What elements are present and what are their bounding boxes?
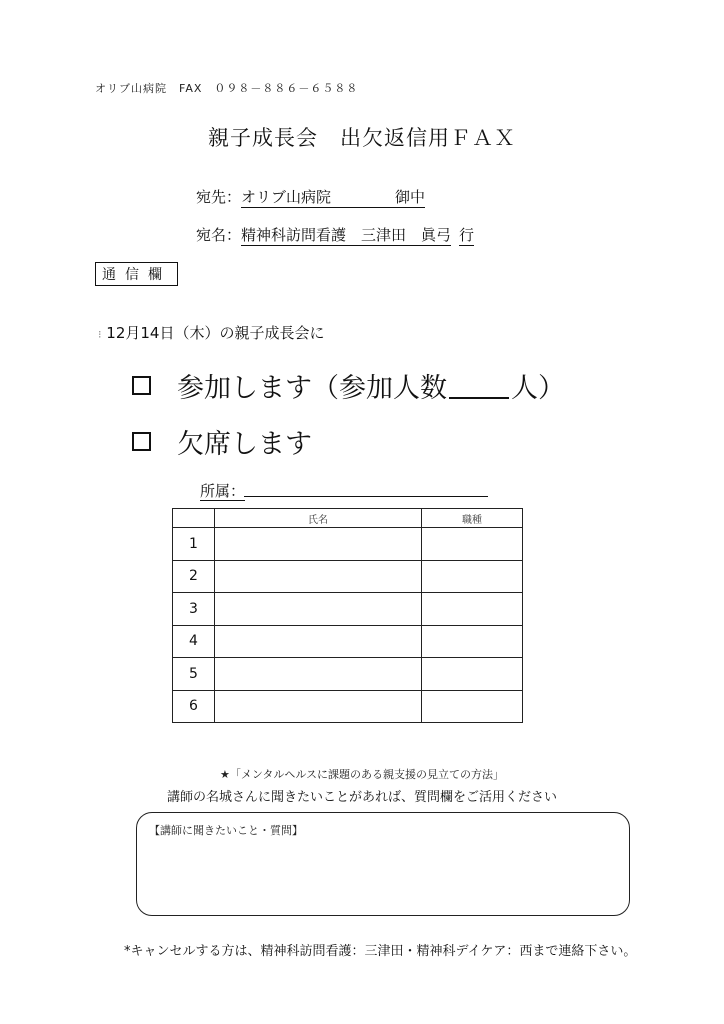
name-cell[interactable]: [215, 658, 422, 691]
date-line-text: の親子成長会に: [219, 324, 325, 342]
date-mark-icon: ⁝: [98, 328, 102, 341]
tsushin-label: 通信欄: [95, 262, 178, 286]
table-header-row: [173, 509, 523, 528]
header-number: [173, 509, 215, 528]
affiliation-row: [200, 480, 245, 501]
fax-header-line: オリブ山病院 FAX ０９８－８８６－６５８８: [95, 82, 359, 95]
table-row: [173, 690, 523, 723]
table-row: [173, 658, 523, 691]
attend-option[interactable]: [132, 366, 565, 405]
row-number: 2: [173, 560, 215, 593]
table-row: [173, 560, 523, 593]
address-name-suffix: 行: [459, 226, 475, 244]
name-cell[interactable]: [215, 625, 422, 658]
address-to-value: オリブ山病院: [241, 188, 332, 206]
attend-checkbox[interactable]: [132, 376, 151, 395]
lecture-title-note: ★「メンタルヘルスに課題のある親支援の見立ての方法」: [219, 768, 505, 781]
absent-label: 欠席します: [177, 429, 312, 460]
address-name-value: 精神科訪問看護 三津田 眞弓: [241, 226, 452, 244]
absent-checkbox[interactable]: [132, 432, 151, 451]
address-to-field: [241, 188, 425, 208]
affiliation-blank[interactable]: [244, 496, 488, 497]
name-cell[interactable]: [215, 593, 422, 626]
header-name: 氏名: [215, 509, 422, 528]
attend-label: 参加します（参加人数: [177, 373, 447, 404]
absent-option[interactable]: [132, 422, 312, 461]
job-cell[interactable]: [422, 528, 523, 561]
address-name-label: 宛名：: [196, 226, 242, 244]
row-number: 4: [173, 625, 215, 658]
address-to-row: [196, 186, 425, 207]
event-date: 12月14日: [106, 324, 175, 342]
table-row: [173, 593, 523, 626]
question-box-label: 【講師に聞きたいこと・質問】: [149, 824, 303, 837]
job-cell[interactable]: [422, 560, 523, 593]
event-weekday: （木）: [174, 324, 220, 342]
address-name-row: [196, 224, 474, 245]
row-number: 3: [173, 593, 215, 626]
cancel-note: *キャンセルする方は、精神科訪問看護：三津田・精神科デイケア：西まで連絡下さい。: [124, 944, 637, 959]
question-invite-note: 講師の名城さんに聞きたいことがあれば、質問欄をご活用ください: [166, 790, 557, 805]
row-number: 6: [173, 690, 215, 723]
job-cell[interactable]: [422, 593, 523, 626]
header-job: 職種: [422, 509, 523, 528]
row-number: 5: [173, 658, 215, 691]
attend-suffix: 人）: [511, 373, 565, 404]
affiliation-label: 所属：: [200, 482, 246, 500]
job-cell[interactable]: [422, 625, 523, 658]
table-row: [173, 528, 523, 561]
row-number: 1: [173, 528, 215, 561]
page-title: 親子成長会 出欠返信用ＦＡＸ: [208, 126, 516, 150]
name-cell[interactable]: [215, 528, 422, 561]
job-cell[interactable]: [422, 658, 523, 691]
name-cell[interactable]: [215, 560, 422, 593]
address-to-label: 宛先：: [196, 188, 242, 206]
name-cell[interactable]: [215, 690, 422, 723]
table-row: [173, 625, 523, 658]
attendee-count-blank[interactable]: [449, 373, 509, 399]
date-line: [98, 322, 325, 343]
job-cell[interactable]: [422, 690, 523, 723]
address-to-suffix: 御中: [395, 188, 426, 206]
attendee-table: [172, 508, 523, 723]
